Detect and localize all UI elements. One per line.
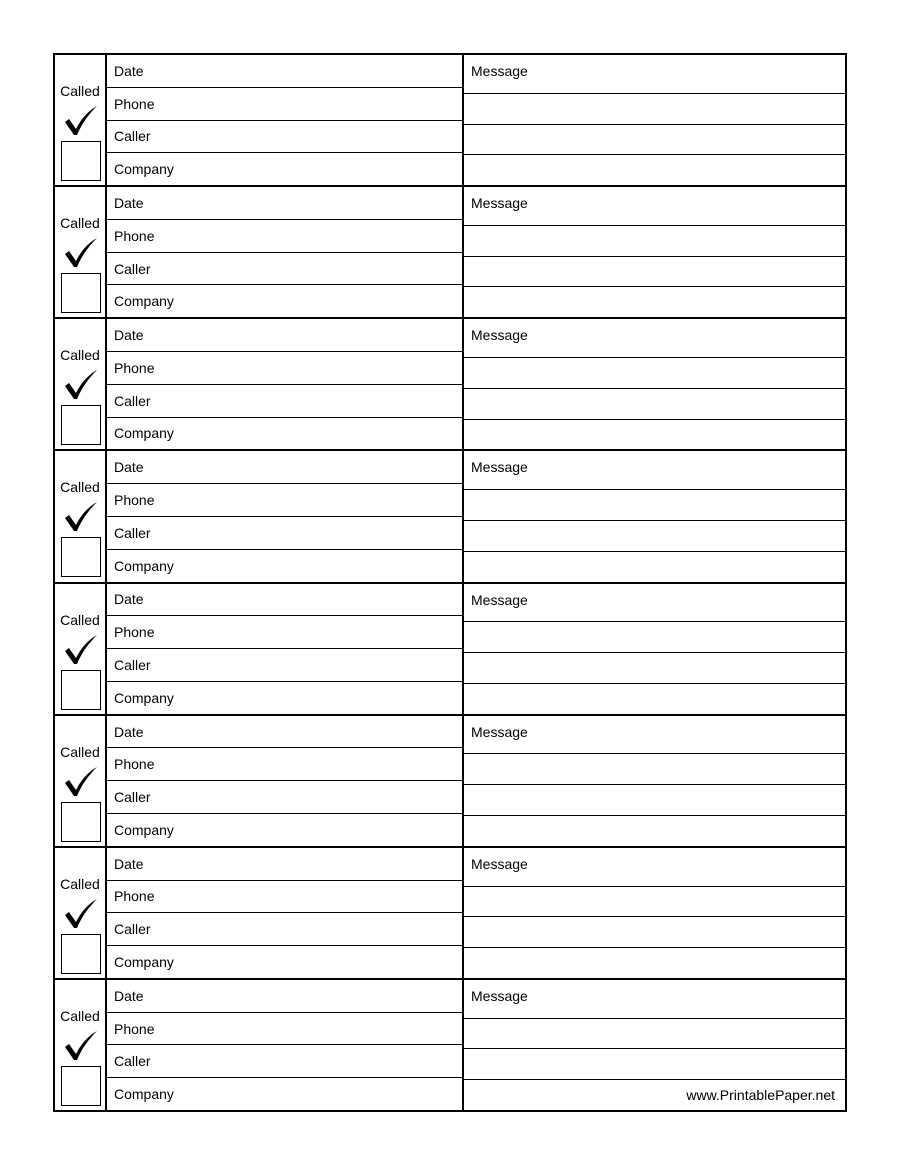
message-area bbox=[464, 584, 845, 714]
message-entry bbox=[55, 716, 845, 848]
caller-fields bbox=[107, 451, 464, 581]
called-checkbox[interactable] bbox=[61, 405, 101, 445]
caller-field[interactable] bbox=[107, 913, 462, 946]
phone-label: Phone bbox=[114, 359, 155, 376]
message-line[interactable] bbox=[464, 980, 845, 1019]
company-field[interactable] bbox=[107, 1078, 462, 1110]
called-label: Called bbox=[60, 611, 100, 628]
company-label: Company bbox=[114, 557, 174, 574]
company-field[interactable] bbox=[107, 550, 462, 582]
date-field[interactable] bbox=[107, 980, 462, 1013]
message-label: Message bbox=[471, 723, 528, 740]
called-checkbox[interactable] bbox=[61, 1066, 101, 1106]
company-field[interactable] bbox=[107, 285, 462, 317]
phone-field[interactable] bbox=[107, 220, 462, 253]
phone-message-log bbox=[53, 53, 847, 1112]
called-checkbox[interactable] bbox=[61, 273, 101, 313]
called-column bbox=[55, 716, 107, 846]
date-label: Date bbox=[114, 987, 144, 1004]
message-line[interactable] bbox=[464, 358, 845, 389]
caller-label: Caller bbox=[114, 656, 151, 673]
called-column bbox=[55, 451, 107, 581]
phone-label: Phone bbox=[114, 492, 155, 509]
company-field[interactable] bbox=[107, 682, 462, 714]
message-line[interactable] bbox=[464, 887, 845, 918]
message-label: Message bbox=[471, 855, 528, 872]
message-area bbox=[464, 980, 845, 1110]
date-label: Date bbox=[114, 459, 144, 476]
message-line[interactable] bbox=[464, 1019, 845, 1050]
phone-field[interactable] bbox=[107, 881, 462, 914]
company-field[interactable] bbox=[107, 153, 462, 185]
called-column bbox=[55, 584, 107, 714]
phone-field[interactable] bbox=[107, 1013, 462, 1046]
called-checkbox[interactable] bbox=[61, 141, 101, 181]
caller-field[interactable] bbox=[107, 517, 462, 550]
caller-fields bbox=[107, 584, 464, 714]
caller-field[interactable] bbox=[107, 121, 462, 154]
message-line[interactable] bbox=[464, 1049, 845, 1080]
message-entry bbox=[55, 848, 845, 980]
message-entry bbox=[55, 319, 845, 451]
message-line[interactable] bbox=[464, 1080, 845, 1110]
checkmark-icon bbox=[64, 105, 98, 137]
date-label: Date bbox=[114, 62, 144, 79]
message-label: Message bbox=[471, 63, 528, 79]
checkmark-icon bbox=[64, 766, 98, 798]
date-label: Date bbox=[114, 195, 144, 212]
message-line[interactable] bbox=[464, 319, 845, 358]
message-line[interactable] bbox=[464, 816, 845, 846]
caller-field[interactable] bbox=[107, 253, 462, 286]
message-label: Message bbox=[471, 987, 528, 1004]
message-label: Message bbox=[471, 459, 528, 476]
caller-fields bbox=[107, 848, 464, 978]
message-entry bbox=[55, 55, 845, 187]
phone-label: Phone bbox=[114, 624, 155, 641]
caller-fields bbox=[107, 55, 464, 185]
message-line[interactable] bbox=[464, 125, 845, 156]
message-line[interactable] bbox=[464, 94, 845, 125]
company-label: Company bbox=[114, 161, 174, 178]
called-column bbox=[55, 848, 107, 978]
company-label: Company bbox=[114, 821, 174, 838]
phone-field[interactable] bbox=[107, 88, 462, 121]
message-line[interactable] bbox=[464, 917, 845, 948]
company-field[interactable] bbox=[107, 418, 462, 450]
phone-label: Phone bbox=[114, 888, 155, 905]
called-column bbox=[55, 980, 107, 1110]
message-line[interactable] bbox=[464, 389, 845, 420]
message-label: Message bbox=[471, 327, 528, 344]
checkmark-icon bbox=[64, 237, 98, 269]
caller-fields bbox=[107, 319, 464, 449]
caller-fields bbox=[107, 716, 464, 846]
message-area bbox=[464, 716, 845, 846]
message-line[interactable] bbox=[464, 948, 845, 978]
message-area bbox=[464, 55, 845, 185]
phone-field[interactable] bbox=[107, 616, 462, 649]
checkmark-icon bbox=[64, 369, 98, 401]
called-checkbox[interactable] bbox=[61, 537, 101, 577]
caller-label: Caller bbox=[114, 921, 151, 938]
message-line[interactable] bbox=[464, 848, 845, 887]
caller-label: Caller bbox=[114, 524, 151, 541]
message-entry bbox=[55, 980, 845, 1110]
called-label: Called bbox=[60, 1007, 100, 1024]
caller-field[interactable] bbox=[107, 781, 462, 814]
message-entry bbox=[55, 451, 845, 583]
message-line[interactable] bbox=[464, 716, 845, 755]
message-line[interactable] bbox=[464, 226, 845, 257]
message-label: Message bbox=[471, 591, 528, 608]
date-label: Date bbox=[114, 591, 144, 608]
caller-field[interactable] bbox=[107, 649, 462, 682]
message-line[interactable] bbox=[464, 521, 845, 552]
phone-label: Phone bbox=[114, 95, 155, 112]
checkmark-icon bbox=[64, 898, 98, 930]
message-line[interactable] bbox=[464, 287, 845, 317]
caller-field[interactable] bbox=[107, 385, 462, 418]
phone-field[interactable] bbox=[107, 352, 462, 385]
called-column bbox=[55, 187, 107, 317]
caller-label: Caller bbox=[114, 1053, 151, 1070]
message-entry bbox=[55, 584, 845, 716]
called-checkbox[interactable] bbox=[61, 802, 101, 842]
company-field[interactable] bbox=[107, 814, 462, 846]
called-label: Called bbox=[60, 215, 100, 232]
called-label: Called bbox=[60, 743, 100, 760]
called-column bbox=[55, 55, 107, 185]
message-area bbox=[464, 451, 845, 581]
message-area bbox=[464, 848, 845, 978]
called-label: Called bbox=[60, 479, 100, 496]
date-label: Date bbox=[114, 855, 144, 872]
checkmark-icon bbox=[64, 1030, 98, 1062]
message-area bbox=[464, 187, 845, 317]
caller-label: Caller bbox=[114, 128, 151, 145]
phone-label: Phone bbox=[114, 1020, 155, 1037]
date-field[interactable] bbox=[107, 584, 462, 617]
company-label: Company bbox=[114, 1086, 174, 1103]
phone-label: Phone bbox=[114, 227, 155, 244]
message-line[interactable] bbox=[464, 257, 845, 288]
called-column bbox=[55, 319, 107, 449]
phone-field[interactable] bbox=[107, 484, 462, 517]
message-line[interactable] bbox=[464, 552, 845, 582]
called-checkbox[interactable] bbox=[61, 934, 101, 974]
date-label: Date bbox=[114, 327, 144, 344]
caller-fields bbox=[107, 980, 464, 1110]
date-field[interactable] bbox=[107, 451, 462, 484]
message-line[interactable] bbox=[464, 754, 845, 785]
message-line[interactable] bbox=[464, 55, 845, 94]
caller-label: Caller bbox=[114, 789, 151, 806]
message-line[interactable] bbox=[464, 653, 845, 684]
company-label: Company bbox=[114, 293, 174, 310]
caller-label: Caller bbox=[114, 392, 151, 409]
message-line[interactable] bbox=[464, 420, 845, 450]
company-label: Company bbox=[114, 689, 174, 706]
called-label: Called bbox=[60, 875, 100, 892]
caller-field[interactable] bbox=[107, 1045, 462, 1078]
message-line[interactable] bbox=[464, 490, 845, 521]
caller-label: Caller bbox=[114, 260, 151, 277]
company-label: Company bbox=[114, 425, 174, 442]
message-line[interactable] bbox=[464, 684, 845, 714]
date-field[interactable] bbox=[107, 187, 462, 220]
caller-fields bbox=[107, 187, 464, 317]
date-field[interactable] bbox=[107, 848, 462, 881]
date-field[interactable] bbox=[107, 716, 462, 749]
phone-label: Phone bbox=[114, 756, 155, 773]
date-field[interactable] bbox=[107, 55, 462, 88]
message-label: Message bbox=[471, 195, 528, 212]
message-line[interactable] bbox=[464, 451, 845, 490]
called-label: Called bbox=[60, 347, 100, 364]
message-line[interactable] bbox=[464, 187, 845, 226]
checkmark-icon bbox=[64, 501, 98, 533]
message-line[interactable] bbox=[464, 155, 845, 185]
company-field[interactable] bbox=[107, 946, 462, 978]
phone-field[interactable] bbox=[107, 748, 462, 781]
company-label: Company bbox=[114, 953, 174, 970]
message-line[interactable] bbox=[464, 622, 845, 653]
checkmark-icon bbox=[64, 634, 98, 666]
message-area bbox=[464, 319, 845, 449]
website-url: www.PrintablePaper.net bbox=[686, 1087, 835, 1104]
message-line[interactable] bbox=[464, 584, 845, 623]
message-entry bbox=[55, 187, 845, 319]
called-label: Called bbox=[60, 83, 100, 99]
called-checkbox[interactable] bbox=[61, 670, 101, 710]
date-label: Date bbox=[114, 723, 144, 740]
message-line[interactable] bbox=[464, 785, 845, 816]
date-field[interactable] bbox=[107, 319, 462, 352]
